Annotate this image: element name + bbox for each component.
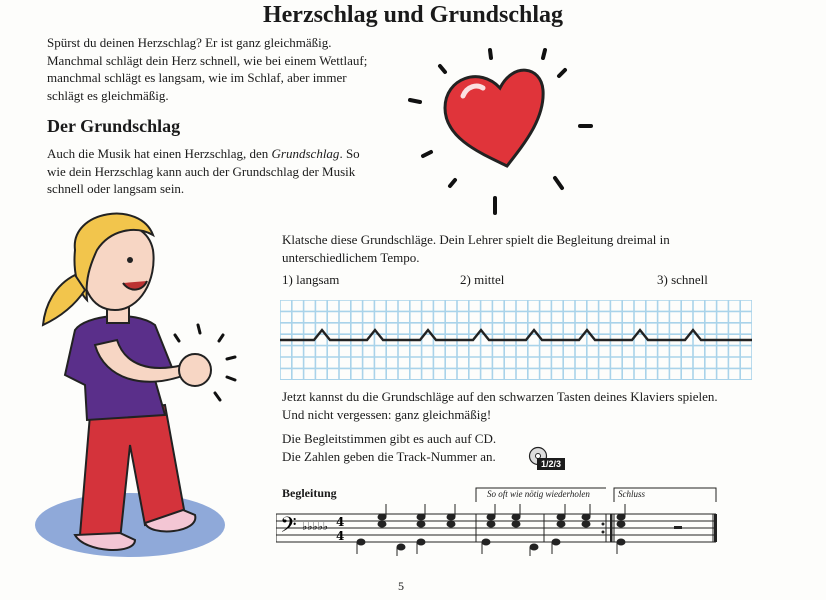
clap-instruction: Klatsche diese Grundschläge. Dein Lehrer spielt die Begleitung dreimal in unterschiedlichem Tempo. — [282, 232, 670, 265]
grundschlag-paragraph — [47, 145, 377, 198]
cd-note-line2: Die Zahlen geben die Track-Nummer an. — [282, 448, 496, 464]
piano-instruction: Jetzt kannst du die Grundschläge auf den schwarzen Tasten deines Klaviers spielen. Und nicht vergessen: ganz gleichmäßig! — [282, 389, 718, 422]
girl-clapping-illustration — [35, 205, 265, 570]
tempo-slow: 1) langsam — [282, 272, 340, 287]
para2-text-a: Auch die Musik hat einen Herzschlag, den — [47, 146, 272, 161]
music-label: Begleitung — [282, 486, 337, 500]
para2-emphasis: Grundschlag — [271, 146, 340, 161]
tempo-fast: 3) schnell — [657, 272, 708, 287]
cd-note-line1: Die Begleitstimmen gibt es auch auf CD. — [282, 431, 497, 446]
page-title: Herzschlag und Grundschlag — [262, 2, 564, 28]
intro-paragraph: Spürst du deinen Herzschlag? Er ist ganz gleichmäßig. Manchmal schlägt dein Herz schnell, wie bei einem Wettlauf; manchmal schlägt es langsam, wie im Schlaf, aber immer schlägt es gleichmäßig. — [47, 35, 368, 103]
end-marker: Schluss — [618, 489, 645, 499]
svg-text:♭♭♭♭♭: ♭♭♭♭♭ — [302, 520, 328, 533]
svg-text:4: 4 — [336, 515, 345, 529]
track-number-badge: 1/2/3 — [537, 458, 565, 470]
section-heading: Der Grundschlag — [47, 116, 181, 136]
svg-text:4: 4 — [336, 529, 345, 543]
para2-text-b: . So wie dein Herzschlag kann auch der Grundschlag der Musik schnell oder langsam sein. — [47, 146, 360, 196]
repeat-instruction: So oft wie nötig wiederholen — [487, 489, 590, 499]
svg-text:𝄢: 𝄢 — [280, 513, 297, 543]
heart-illustration — [405, 38, 595, 223]
tempo-medium: 2) mittel — [460, 272, 505, 287]
cd-note — [282, 430, 732, 465]
heartbeat-grid — [280, 300, 752, 380]
sheet-music-staff — [276, 484, 722, 556]
page-number: 5 — [398, 579, 404, 593]
